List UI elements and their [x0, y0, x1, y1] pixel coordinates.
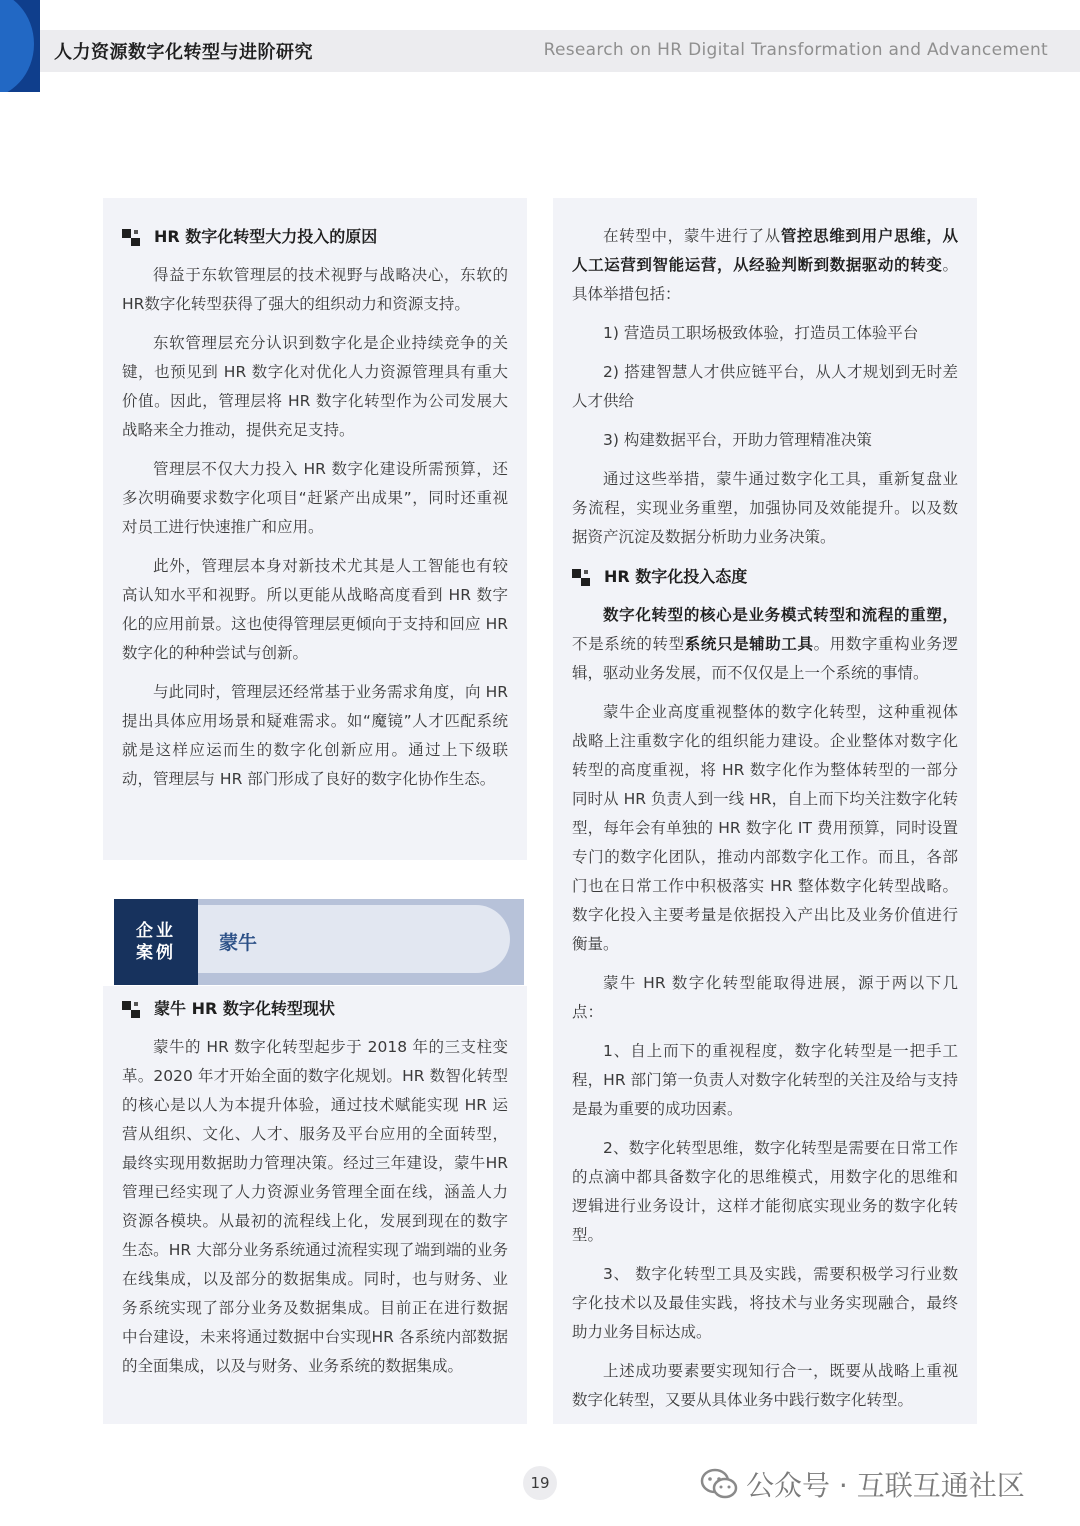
- header-title-en: Research on HR Digital Transformation and Advancement: [543, 40, 1048, 60]
- left-section-1: [122, 222, 508, 804]
- intro-paragraph: 在转型中，蒙牛进行了从管控思维到用户思维，从人工运营到智能运营，从经验判断到数据驱动的转变。具体举措包括：: [572, 227, 958, 303]
- left-section-2: [122, 994, 508, 1391]
- paragraph: 蒙牛 HR 数字化转型能取得进展，源于两以下几点：: [572, 974, 958, 1021]
- section-marker-icon: [572, 568, 592, 586]
- paragraph: 此外，管理层本身对新技术尤其是人工智能也有较高认知水平和视野。所以更能从战略高度看到 HR 数字化的应用前景。这也使得管理层更倾向于支持和回应 HR 数字化的种种尝试与创新。: [122, 557, 508, 662]
- paragraph: 上述成功要素要实现知行合一，既要从战略上重视数字化转型，又要从具体业务中践行数字化转型。: [572, 1362, 958, 1409]
- right-column: [572, 222, 958, 1425]
- watermark: 公众号 · 互联互通社区: [700, 1464, 1025, 1504]
- page-number: 19: [523, 1466, 557, 1500]
- section-heading: 蒙牛 HR 数字化转型现状: [122, 994, 508, 1023]
- paragraph: 3、 数字化转型工具及实践，需要积极学习行业数字化技术以及最佳实践，将技术与业务实现融合，最终助力业务目标达成。: [572, 1265, 958, 1341]
- paragraph: 2、数字化转型思维，数字化转型是需要在日常工作的点滴中都具备数字化的思维模式，用数字化的思维和逻辑进行业务设计，这样才能彻底实现业务的数字化转型。: [572, 1139, 958, 1244]
- header-accent-tab: [0, 0, 40, 92]
- measure-item: 2) 搭建智慧人才供应链平台，从人才规划到无时差人才供给: [572, 363, 958, 410]
- measure-item: 3) 构建数据平台，开助力管理精准决策: [603, 431, 872, 449]
- paragraph: 通过这些举措，蒙牛通过数字化工具，重新复盘业务流程，实现业务重塑，加强协同及效能提升。以及数据资产沉淀及数据分析助力业务决策。: [572, 470, 958, 546]
- section-marker-icon: [122, 1000, 142, 1018]
- paragraph: 东软管理层充分认识到数字化是企业持续竞争的关键，也预见到 HR 数字化对优化人力资源管理具有重大价值。因此，管理层将 HR 数字化转型作为公司发展大战略来全力推动，提供充足支持。: [122, 334, 508, 439]
- case-company-name: 蒙牛: [219, 932, 258, 954]
- core-statement: 数字化转型的核心是业务模式转型和流程的重塑，不是系统的转型系统只是辅助工具。用数字重构业务逻辑，驱动业务发展，而不仅仅是上一个系统的事情。: [572, 606, 958, 682]
- paragraph: 得益于东软管理层的技术视野与战略决心，东软的HR数字化转型获得了强大的组织动力和资源支持。: [122, 266, 508, 313]
- paragraph: 蒙牛企业高度重视整体的数字化转型，这种重视体战略上注重数字化的组织能力建设。企业整体对数字化转型的高度重视，将 HR 数字化作为整体转型的一部分同时从 HR 负责人到一线 HR，自上而下均关注数字化转型，每年会有单独的 HR 数字化 IT 费用预算，同时设置专门的数字化团队，推动内部数字化工作。而且，各部门也在日常工作中积极落实 HR 整体数字化转型战略。数字化投入主要考量是依据投入产出比及业务价值进行衡量。: [572, 703, 958, 953]
- paragraph: 蒙牛的 HR 数字化转型起步于 2018 年的三支柱变革。2020 年才开始全面的数字化规划。HR 数智化转型的核心是以人为本提升体验，通过技术赋能实现 HR 运营从组织、文化、人才、服务及平台应用的全面转型，最终实现用数据助力管理决策。经过三年建设，蒙牛HR管理已经实现了人力资源业务管理全面在线，涵盖人力资源各模块。从最初的流程线上化，发展到现在的数字生态。HR 大部分业务系统通过流程实现了端到端的业务在线集成，以及部分的数据集成。同时，也与财务、业务系统实现了部分业务及数据集成。目前正在进行数据中台建设，未来将通过数据中台实现HR 各系统内部数据的全面集成，以及与财务、业务系统的数据集成。: [122, 1038, 508, 1375]
- paragraph: 1、自上而下的重视程度，数字化转型是一把手工程，HR 部门第一负责人对数字化转型的关注及给与支持是最为重要的成功因素。: [572, 1042, 958, 1118]
- case-badge-line2: 案例: [136, 943, 176, 963]
- section-marker-icon: [122, 228, 142, 246]
- case-badge-line1: 企业: [136, 921, 176, 941]
- paragraph: 与此同时，管理层还经常基于业务需求角度，向 HR 提出具体应用场景和疑难需求。如“魔镜”人才匹配系统就是这样应运而生的数字化创新应用。通过上下级联动，管理层与 HR 部门形成了良好的数字化协作生态。: [122, 683, 508, 788]
- section-heading: HR 数字化投入态度: [572, 562, 958, 591]
- wechat-icon: [700, 1468, 738, 1500]
- measure-item: 1) 营造员工职场极致体验，打造员工体验平台: [603, 324, 919, 342]
- paragraph: 管理层不仅大力投入 HR 数字化建设所需预算，还多次明确要求数字化项目“赶紧产出成果”，同时还重视对员工进行快速推广和应用。: [122, 460, 508, 536]
- header-title-cn: 人力资源数字化转型与进阶研究: [54, 42, 313, 63]
- case-badge: [114, 899, 198, 985]
- section-heading: HR 数字化转型大力投入的原因: [122, 222, 508, 251]
